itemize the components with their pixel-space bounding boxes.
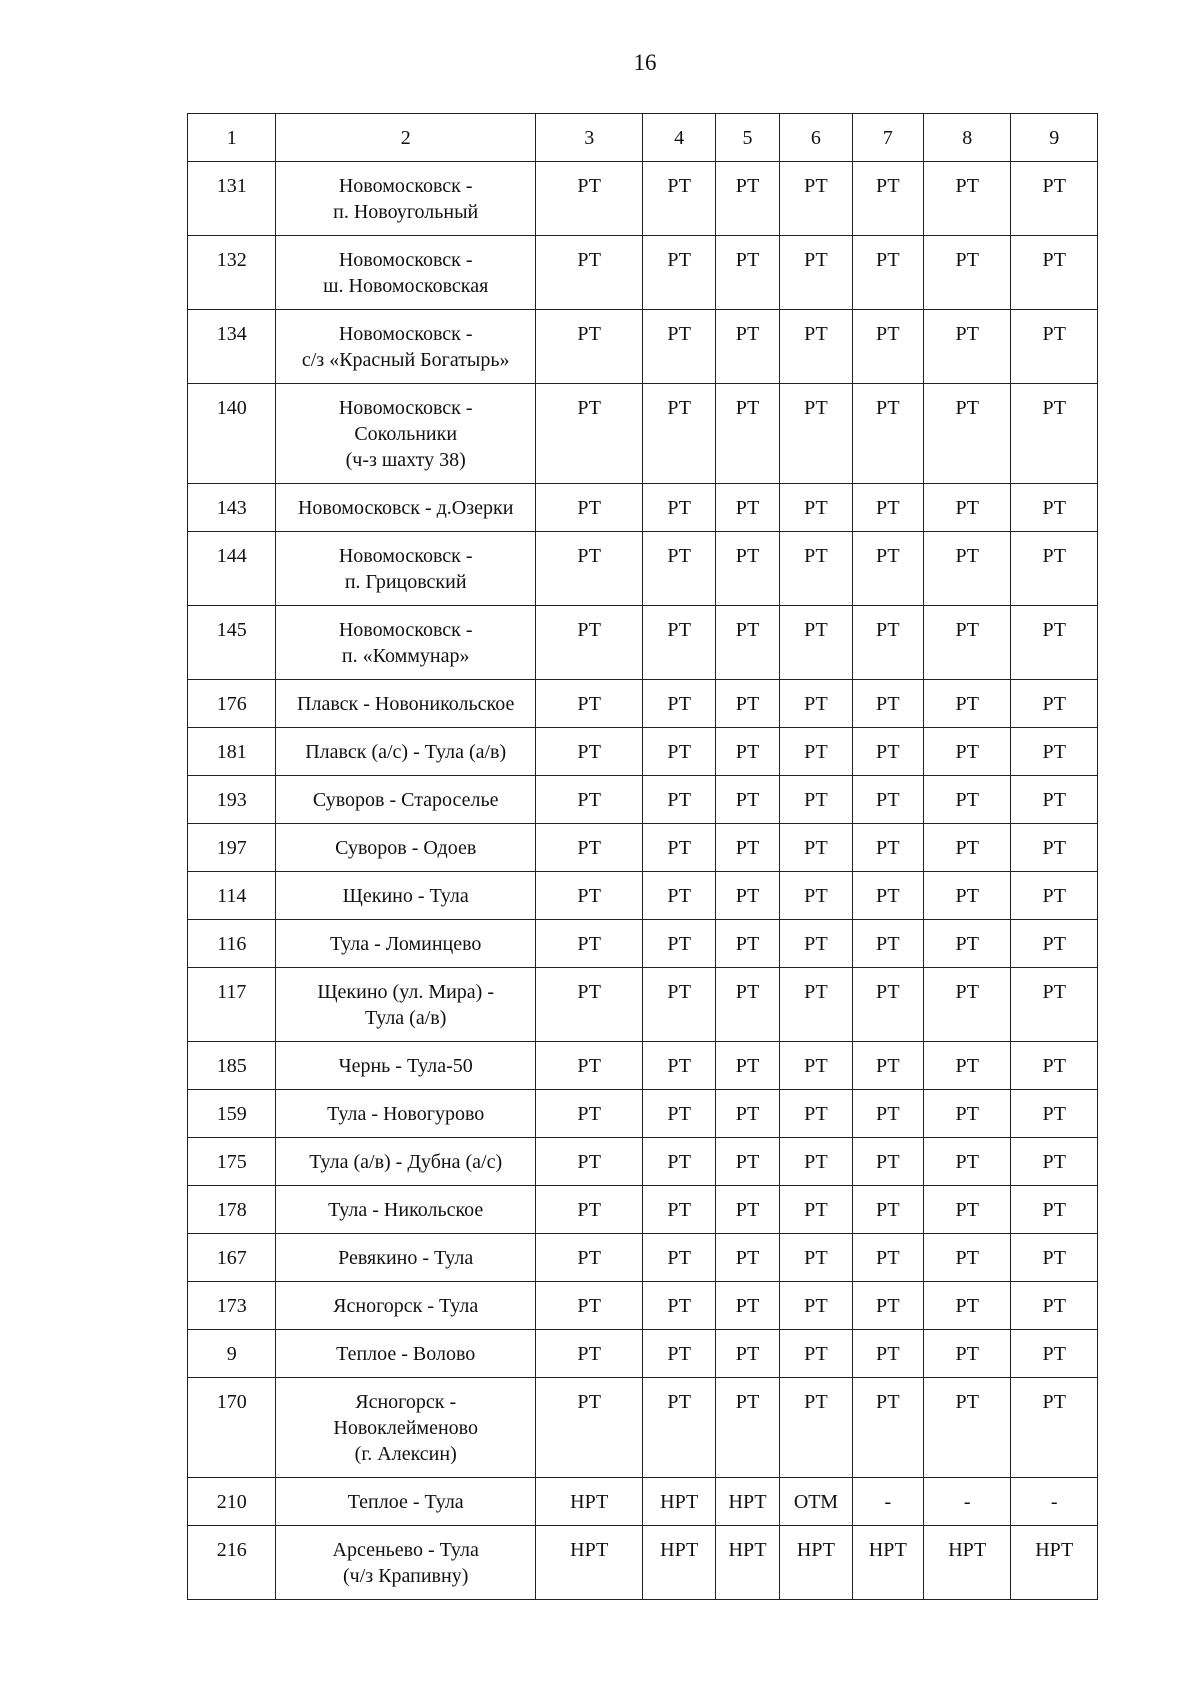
status-cell: НРТ [535,1526,643,1600]
status-cell: - [924,1478,1011,1526]
status-cell: РТ [535,1282,643,1330]
table-row [188,872,1098,920]
status-cell: РТ [1011,1378,1098,1478]
status-cell: РТ [924,532,1011,606]
status-cell: РТ [535,1090,643,1138]
route-name-cell: Суворов - Одоев [276,824,535,872]
table-row [188,968,1098,1042]
status-cell: РТ [1011,384,1098,484]
status-cell: РТ [852,162,923,236]
route-number-cell: 176 [188,680,276,728]
status-cell: РТ [715,968,779,1042]
status-cell: РТ [535,384,643,484]
status-cell: РТ [780,606,852,680]
status-cell: РТ [715,606,779,680]
route-number-cell: 143 [188,484,276,532]
route-number-cell: 131 [188,162,276,236]
route-name-cell: Новомосковск - п. Новоугольный [276,162,535,236]
status-cell: РТ [715,484,779,532]
status-cell: РТ [852,968,923,1042]
route-number-cell: 173 [188,1282,276,1330]
status-cell: РТ [715,1378,779,1478]
status-cell: РТ [924,872,1011,920]
status-cell: РТ [715,162,779,236]
route-number-cell: 114 [188,872,276,920]
table-row [188,310,1098,384]
route-number-cell: 134 [188,310,276,384]
status-cell: РТ [1011,532,1098,606]
status-cell: РТ [780,532,852,606]
table-row [188,920,1098,968]
status-cell: РТ [643,384,715,484]
status-cell: РТ [715,728,779,776]
column-header-7: 7 [852,114,923,162]
route-name-cell: Новомосковск - д.Озерки [276,484,535,532]
route-number-cell: 9 [188,1330,276,1378]
status-cell: РТ [1011,680,1098,728]
route-name-cell: Теплое - Волово [276,1330,535,1378]
table-row [188,532,1098,606]
route-name-cell: Теплое - Тула [276,1478,535,1526]
status-cell: РТ [643,728,715,776]
status-cell: РТ [535,920,643,968]
route-number-cell: 175 [188,1138,276,1186]
status-cell: РТ [643,680,715,728]
column-header-1: 1 [188,114,276,162]
table-row [188,824,1098,872]
status-cell: РТ [643,162,715,236]
status-cell: РТ [924,384,1011,484]
status-cell: РТ [643,1378,715,1478]
routes-table [187,113,1098,1600]
table-row [188,162,1098,236]
table-row [188,484,1098,532]
status-cell: РТ [924,968,1011,1042]
status-cell: РТ [643,310,715,384]
route-name-cell: Новомосковск - п. «Коммунар» [276,606,535,680]
status-cell: РТ [924,920,1011,968]
status-cell: РТ [715,872,779,920]
route-name-cell: Тула - Ломинцево [276,920,535,968]
status-cell: НРТ [780,1526,852,1600]
status-cell: РТ [780,680,852,728]
column-header-6: 6 [780,114,852,162]
route-number-cell: 140 [188,384,276,484]
status-cell: РТ [715,1090,779,1138]
status-cell: РТ [780,1330,852,1378]
status-cell: РТ [643,824,715,872]
status-cell: РТ [924,1330,1011,1378]
status-cell: РТ [852,872,923,920]
route-number-cell: 216 [188,1526,276,1600]
status-cell: РТ [535,1042,643,1090]
status-cell: РТ [1011,1234,1098,1282]
status-cell: ОТМ [780,1478,852,1526]
status-cell: РТ [643,1186,715,1234]
status-cell: РТ [852,824,923,872]
table-row [188,728,1098,776]
status-cell: РТ [924,824,1011,872]
status-cell: РТ [852,1378,923,1478]
status-cell: РТ [643,532,715,606]
status-cell: РТ [1011,728,1098,776]
table-row [188,776,1098,824]
route-name-cell: Чернь - Тула-50 [276,1042,535,1090]
route-number-cell: 144 [188,532,276,606]
route-number-cell: 167 [188,1234,276,1282]
status-cell: РТ [780,1042,852,1090]
route-name-cell: Тула - Новогурово [276,1090,535,1138]
status-cell: РТ [1011,1186,1098,1234]
status-cell: РТ [715,1186,779,1234]
status-cell: РТ [535,1378,643,1478]
status-cell: РТ [780,872,852,920]
status-cell: РТ [780,968,852,1042]
status-cell: РТ [924,1042,1011,1090]
status-cell: РТ [852,1282,923,1330]
table-row [188,1234,1098,1282]
status-cell: РТ [852,1330,923,1378]
status-cell: РТ [535,680,643,728]
status-cell: РТ [780,162,852,236]
status-cell: РТ [715,384,779,484]
status-cell: РТ [643,1330,715,1378]
status-cell: РТ [852,1090,923,1138]
status-cell: РТ [535,872,643,920]
status-cell: РТ [1011,1282,1098,1330]
status-cell: РТ [1011,1330,1098,1378]
route-name-cell: Новомосковск - п. Грицовский [276,532,535,606]
table-row [188,1282,1098,1330]
status-cell: НРТ [643,1478,715,1526]
status-cell: РТ [924,1186,1011,1234]
route-name-cell: Новомосковск - ш. Новомосковская [276,236,535,310]
route-name-cell: Ревякино - Тула [276,1234,535,1282]
status-cell: НРТ [924,1526,1011,1600]
status-cell: РТ [852,920,923,968]
status-cell: РТ [535,728,643,776]
route-number-cell: 159 [188,1090,276,1138]
status-cell: НРТ [715,1526,779,1600]
status-cell: НРТ [643,1526,715,1600]
status-cell: РТ [643,606,715,680]
status-cell: РТ [715,920,779,968]
status-cell: РТ [852,310,923,384]
route-name-cell: Суворов - Староселье [276,776,535,824]
status-cell: РТ [924,236,1011,310]
route-name-cell: Новомосковск - с/з «Красный Богатырь» [276,310,535,384]
status-cell: РТ [715,776,779,824]
status-cell: РТ [780,776,852,824]
status-cell: РТ [535,484,643,532]
status-cell: РТ [852,532,923,606]
route-number-cell: 117 [188,968,276,1042]
status-cell: РТ [535,1234,643,1282]
column-header-8: 8 [924,114,1011,162]
status-cell: РТ [715,1042,779,1090]
status-cell: РТ [715,236,779,310]
status-cell: РТ [643,484,715,532]
table-row [188,1138,1098,1186]
status-cell: РТ [924,310,1011,384]
status-cell: РТ [535,532,643,606]
route-number-cell: 145 [188,606,276,680]
status-cell: РТ [852,728,923,776]
status-cell: РТ [852,606,923,680]
route-number-cell: 170 [188,1378,276,1478]
status-cell: РТ [535,1186,643,1234]
status-cell: РТ [780,310,852,384]
status-cell: РТ [780,1186,852,1234]
table-row [188,1378,1098,1478]
status-cell: НРТ [715,1478,779,1526]
route-number-cell: 193 [188,776,276,824]
status-cell: РТ [924,484,1011,532]
status-cell: РТ [1011,484,1098,532]
status-cell: РТ [780,1138,852,1186]
status-cell: РТ [780,484,852,532]
status-cell: РТ [1011,824,1098,872]
status-cell: РТ [643,1234,715,1282]
table-row [188,1330,1098,1378]
status-cell: РТ [1011,162,1098,236]
status-cell: РТ [780,1090,852,1138]
column-header-4: 4 [643,114,715,162]
table-row [188,1186,1098,1234]
table-row [188,1478,1098,1526]
status-cell: РТ [780,824,852,872]
status-cell: РТ [535,606,643,680]
status-cell: РТ [1011,920,1098,968]
route-number-cell: 116 [188,920,276,968]
route-number-cell: 132 [188,236,276,310]
status-cell: РТ [924,1282,1011,1330]
route-name-cell: Арсеньево - Тула (ч/з Крапивну) [276,1526,535,1600]
status-cell: РТ [780,1378,852,1478]
route-name-cell: Новомосковск - Сокольники (ч-з шахту 38) [276,384,535,484]
status-cell: РТ [643,236,715,310]
status-cell: РТ [715,532,779,606]
route-number-cell: 178 [188,1186,276,1234]
status-cell: РТ [780,1282,852,1330]
table-row [188,680,1098,728]
status-cell: РТ [780,920,852,968]
route-number-cell: 197 [188,824,276,872]
status-cell: РТ [535,236,643,310]
status-cell: РТ [1011,310,1098,384]
status-cell: РТ [1011,968,1098,1042]
table-row [188,1526,1098,1600]
status-cell: РТ [1011,776,1098,824]
status-cell: РТ [715,1330,779,1378]
route-name-cell: Плавск - Новоникольское [276,680,535,728]
status-cell: РТ [852,680,923,728]
table-body [188,162,1098,1600]
status-cell: РТ [715,680,779,728]
status-cell: РТ [924,1090,1011,1138]
status-cell: РТ [535,1138,643,1186]
status-cell: РТ [535,162,643,236]
status-cell: НРТ [535,1478,643,1526]
status-cell: РТ [715,1138,779,1186]
status-cell: РТ [715,1234,779,1282]
status-cell: РТ [924,776,1011,824]
status-cell: РТ [535,968,643,1042]
status-cell: РТ [924,606,1011,680]
status-cell: РТ [924,1138,1011,1186]
status-cell: РТ [535,1330,643,1378]
status-cell: РТ [780,236,852,310]
table-row [188,606,1098,680]
table-row [188,1090,1098,1138]
status-cell: РТ [643,872,715,920]
status-cell: РТ [715,824,779,872]
status-cell: РТ [924,728,1011,776]
status-cell: РТ [1011,236,1098,310]
status-cell: РТ [924,1378,1011,1478]
route-number-cell: 210 [188,1478,276,1526]
header-row [188,114,1098,162]
status-cell: РТ [643,1090,715,1138]
status-cell: РТ [535,776,643,824]
status-cell: РТ [643,1138,715,1186]
table-row [188,384,1098,484]
route-name-cell: Тула - Никольское [276,1186,535,1234]
status-cell: РТ [535,824,643,872]
status-cell: РТ [852,384,923,484]
column-header-5: 5 [715,114,779,162]
status-cell: РТ [1011,1042,1098,1090]
status-cell: РТ [643,920,715,968]
route-name-cell: Тула (а/в) - Дубна (а/с) [276,1138,535,1186]
status-cell: - [1011,1478,1098,1526]
column-header-2: 2 [276,114,535,162]
table-row [188,1042,1098,1090]
status-cell: РТ [1011,872,1098,920]
status-cell: РТ [852,776,923,824]
page-number: 16 [633,50,657,75]
route-name-cell: Щекино - Тула [276,872,535,920]
status-cell: РТ [852,484,923,532]
status-cell: РТ [643,776,715,824]
status-cell: НРТ [1011,1526,1098,1600]
column-header-9: 9 [1011,114,1098,162]
status-cell: РТ [780,728,852,776]
column-header-3: 3 [535,114,643,162]
status-cell: РТ [643,1042,715,1090]
route-name-cell: Ясногорск - Новоклейменово (г. Алексин) [276,1378,535,1478]
status-cell: РТ [1011,1138,1098,1186]
route-name-cell: Плавск (а/с) - Тула (а/в) [276,728,535,776]
status-cell: РТ [715,1282,779,1330]
status-cell: РТ [1011,1090,1098,1138]
status-cell: РТ [924,680,1011,728]
status-cell: НРТ [852,1526,923,1600]
status-cell: РТ [852,1042,923,1090]
status-cell: РТ [535,310,643,384]
table-row [188,236,1098,310]
status-cell: РТ [643,968,715,1042]
status-cell: РТ [852,1138,923,1186]
route-name-cell: Щекино (ул. Мира) - Тула (а/в) [276,968,535,1042]
status-cell: РТ [1011,606,1098,680]
status-cell: РТ [924,162,1011,236]
status-cell: РТ [924,1234,1011,1282]
status-cell: РТ [852,1186,923,1234]
status-cell: РТ [715,310,779,384]
status-cell: РТ [852,236,923,310]
route-number-cell: 181 [188,728,276,776]
status-cell: РТ [852,1234,923,1282]
status-cell: РТ [780,384,852,484]
route-number-cell: 185 [188,1042,276,1090]
status-cell: РТ [780,1234,852,1282]
status-cell: - [852,1478,923,1526]
route-name-cell: Ясногорск - Тула [276,1282,535,1330]
status-cell: РТ [643,1282,715,1330]
